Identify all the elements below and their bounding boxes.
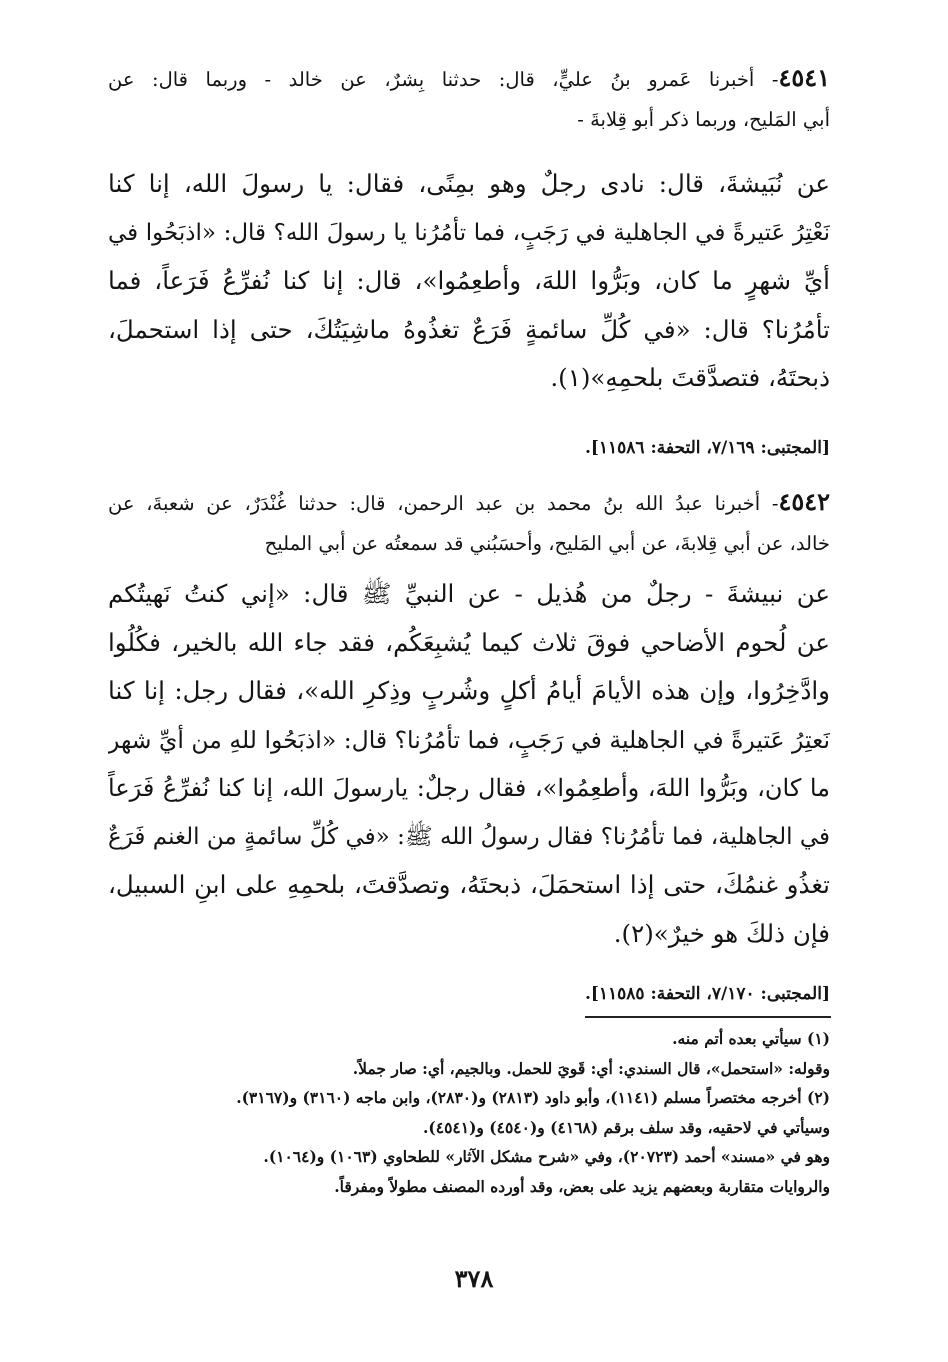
hadith-4542-chain: [108, 482, 830, 564]
hadith-4542-text: [108, 570, 830, 958]
footnote-separator: [585, 1016, 831, 1018]
hadith-4542-chain-line: [108, 482, 830, 524]
footnote-line: وسيأتي في لاحقيه، وقد سلف برقم (٤١٦٨) و(٤٥٤٠) و(٤٥٤١).: [423, 1117, 830, 1137]
hadith-text-line: ذبحتَهُ، فتصدَّقتَ بلحمِهِ»(١).: [550, 363, 830, 392]
hadith-4541-reference: [المجتبى: ٧/١٦٩، التحفة: ١١٥٨٦].: [584, 438, 830, 458]
hadith-text-line: تغذُو غنمُكَ، حتى إذا استحمَلَ، ذبحتَهُ، وتصدَّقتَ، بلحمِهِ على ابنِ السبيل،: [108, 870, 830, 899]
footnote-line: وهو في «مسند» أحمد (٢٠٧٢٣)، وفي «شرح مشكل الآثار» للطحاوي (١٠٦٣) و(١٠٦٤).: [263, 1147, 830, 1166]
hadith-4541-chain: [108, 58, 830, 140]
hadith-4541-chain-line: أبي المَليح، وربما ذكر أبو قِلابةَ -: [577, 108, 830, 131]
footnote-line: (١) سيأتي بعده أتم منه.: [672, 1029, 830, 1048]
hadith-text-line: عن لُحوم الأضاحي فوقَ ثلاث كيما يُشبِعَكُم، فقد جاء الله بالخير، فكُلُوا: [108, 627, 830, 657]
footnote-line: وقوله: «استحمل»، قال السندي: أي: قَويَ للحمل. وبالجيم، أي: صار جملاً.: [352, 1058, 830, 1078]
footnotes: [100, 1024, 830, 1201]
chain-text: - أخبرنا عَمرو بنُ عليٍّ، قال: حدثنا بِشرٌ، عن خالد - وربما قال: عن: [108, 68, 779, 91]
hadith-text-line: نَعْتِرُ عَتيرةً في الجاهلية في رَجَبٍ، فما تأمُرُنا يا رسولَ الله؟ قال: «اذبَحُوا في: [108, 219, 830, 246]
hadith-text-line: أيِّ شهرٍ ما كان، وبَرُّوا اللهَ، وأطعِمُوا»، قال: إنا كنا نُفرِّعُ فَرَعاً، فما: [108, 266, 830, 295]
hadith-number: ٤٥٤١: [778, 63, 830, 92]
hadith-text-line: نَعتِرُ عَتيرةً في الجاهلية في رَجَبٍ، فما تأمُرُنا؟ قال: «اذبَحُوا للهِ من أيِّ شهر: [108, 725, 830, 754]
hadith-text-line: ما كان، وبَرُّوا اللهَ، وأطعِمُوا»، فقال رجلٌ: يارسولَ الله، إنا كنا نُفرِّعُ فَرَعاً: [108, 774, 830, 802]
chain-text: - أخبرنا عبدُ الله بنُ محمد بن عبد الرحمن، قال: حدثنا غُنْدَرٌ، عن شعبةَ، عن: [108, 492, 779, 515]
hadith-text-line: عن نُبَيشةَ، قال: نادى رجلٌ وهو بمِنًى، فقال: يا رسولَ الله، إنا كنا: [108, 169, 830, 198]
footnote-line: والروايات متقاربة وبعضهم يزيد على بعض، وقد أورده المصنف مطولاً ومفرقاً.: [334, 1176, 830, 1196]
hadith-4542-chain-line: خالد، عن أبي قِلابةَ، عن أبي المَليح، وأحسَبُني قد سمعتُه عن أبي المليح: [264, 532, 830, 555]
hadith-4541-chain-line: [108, 58, 830, 100]
hadith-text-line: وادَّخِرُوا، وإن هذه الأيامَ أيامُ أكلٍ وشُربٍ وذِكرِ الله»، فقال رجل: إنا كنا: [108, 676, 830, 705]
hadith-text-line: عن نبيشةَ - رجلٌ من هُذيل - عن النبيِّ ﷺ قال: «إني كنتُ نَهيتُكم: [108, 579, 830, 608]
hadith-4541-text: [108, 160, 830, 403]
hadith-text-line: فإن ذلكَ هو خيرٌ»(٢).: [613, 918, 830, 948]
footnote-line: (٢) أخرجه مختصراً مسلم (١١٤١)، وأبو داود (٢٨١٣) و(٢٨٣٠)، وابن ماجه (٣١٦٠) و(٣١٦٧).: [236, 1088, 830, 1107]
hadith-number: ٤٥٤٢: [778, 487, 830, 516]
hadith-4542-reference: [المجتبى: ٧/١٧٠، التحفة: ١١٥٨٥].: [584, 984, 830, 1004]
page-number: ٣٧٨: [454, 1264, 494, 1293]
hadith-text-line: في الجاهلية، فما تأمُرُنا؟ فقال رسولُ الله ﷺ: «في كُلِّ سائمةٍ من الغنم فَرَعٌ: [108, 823, 830, 850]
hadith-text-line: تأمُرُنا؟ قال: «في كُلِّ سائمةٍ فَرَعٌ تغذُوهُ ماشِيَتُكَ، حتى إذا استحملَ،: [108, 314, 830, 344]
